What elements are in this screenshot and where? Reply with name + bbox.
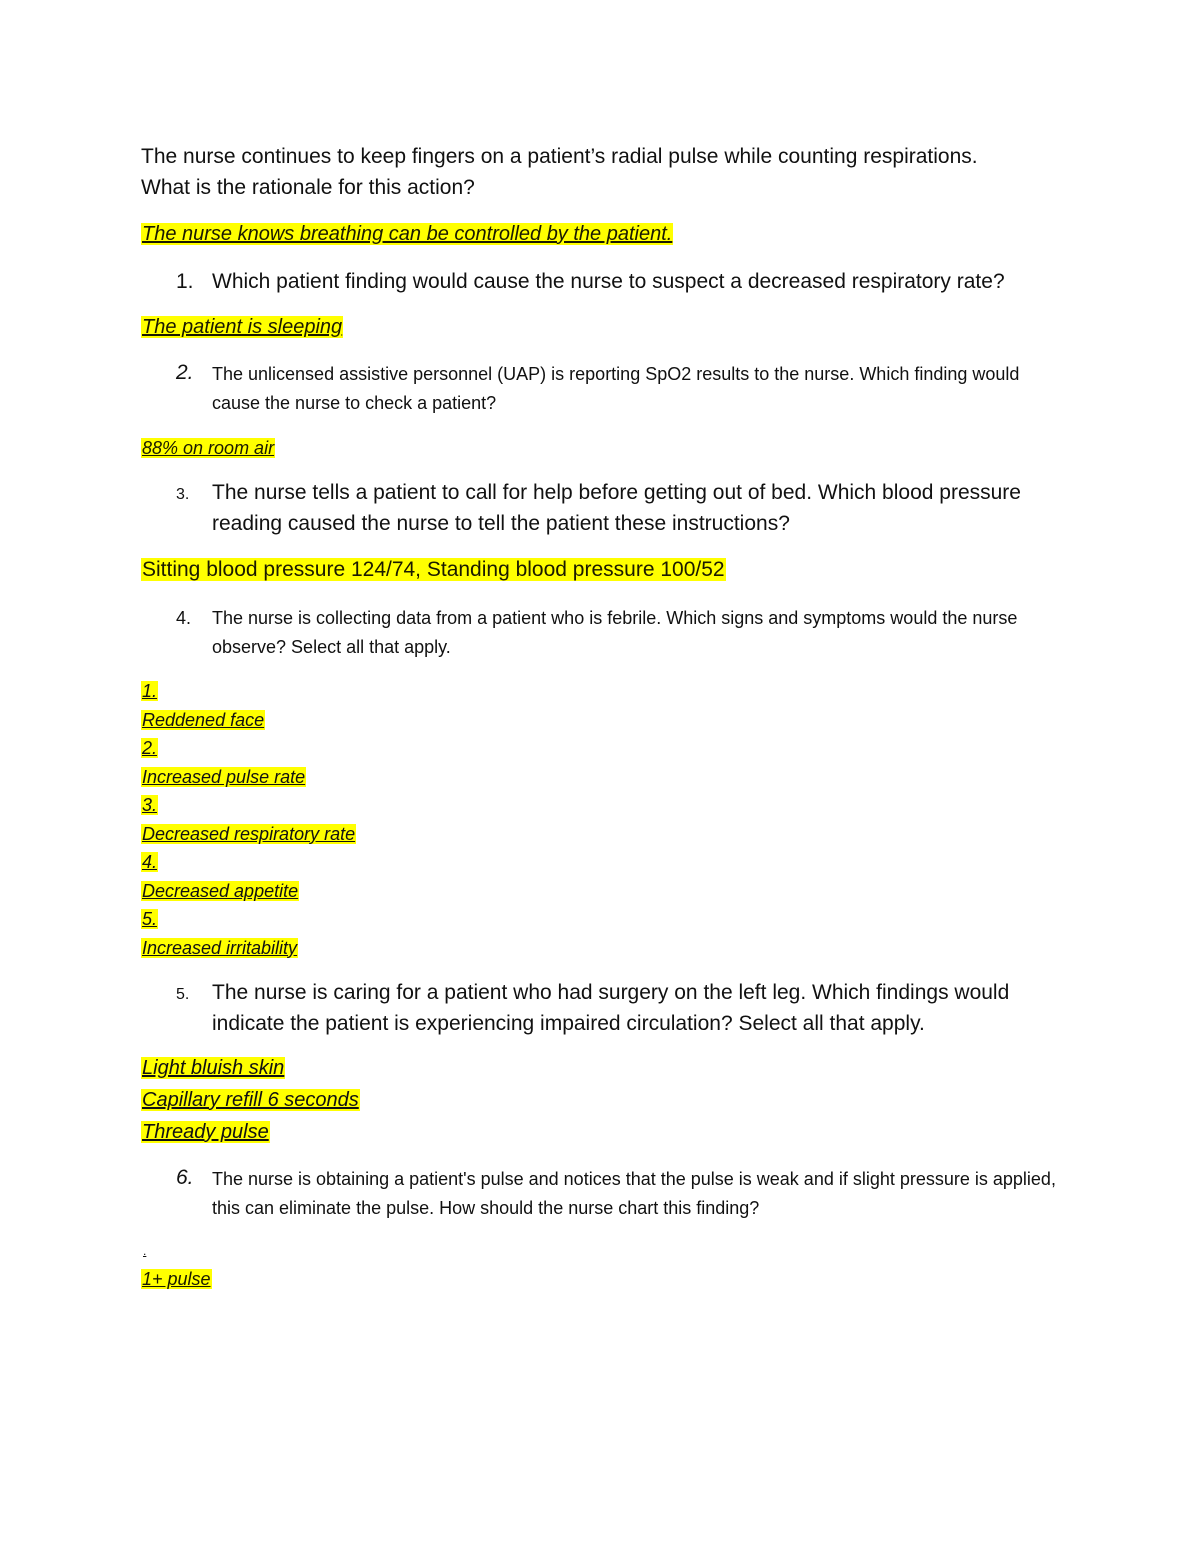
- answer-1: The patient is sleeping: [142, 316, 343, 338]
- question-number: 6.: [176, 1166, 194, 1189]
- answer-4-item: 4.: [142, 852, 158, 872]
- question-2: [176, 360, 1056, 418]
- question-text: The nurse is collecting data from a patient who is febrile. Which signs and symptoms would the nurse observe? Select all that apply.: [212, 608, 1018, 657]
- answer-5-item: Thready pulse: [142, 1121, 269, 1143]
- intro-answer: The nurse knows breathing can be controlled by the patient.: [142, 223, 673, 245]
- answer-5-item: Capillary refill 6 seconds: [142, 1089, 359, 1111]
- answer-4-item: 3.: [142, 795, 158, 815]
- answer-3: Sitting blood pressure 124/74, Standing blood pressure 100/52: [142, 558, 725, 581]
- question-number: 2.: [176, 361, 194, 384]
- answer-3-row: [141, 555, 1071, 585]
- answer-6-row: [141, 1266, 1071, 1292]
- answer-4-item: Increased irritability: [142, 937, 298, 958]
- question-5: [176, 977, 1056, 1039]
- question-text: The nurse is obtaining a patient's pulse and notices that the pulse is weak and if slight pressure is applied, this can eliminate the pulse. How should the nurse chart this finding?: [212, 1169, 1056, 1218]
- question-4: [176, 604, 1056, 662]
- answer-6: 1+ pulse: [142, 1269, 211, 1289]
- answer-4-item: 5.: [142, 909, 158, 929]
- answer-2-row: [141, 435, 1071, 461]
- question-text: The nurse is caring for a patient who had surgery on the left leg. Which findings would indicate the patient is experiencing impaired circulation? Select all that apply.: [212, 981, 1010, 1035]
- answer-4-item: 2.: [142, 738, 158, 758]
- intro-line-1: The nurse continues to keep fingers on a patient’s radial pulse while counting respirations.: [141, 145, 978, 168]
- answer-6-marker: .: [143, 1244, 147, 1258]
- question-number: 5.: [176, 986, 190, 1003]
- answer-2: 88% on room air: [142, 438, 275, 458]
- answer-4-list: [141, 677, 356, 962]
- answer-5-list: [141, 1052, 360, 1148]
- intro-line-2: What is the rationale for this action?: [141, 176, 475, 199]
- answer-4-item: 1.: [142, 681, 158, 701]
- answer-4-item: Reddened face: [142, 709, 265, 730]
- question-6: [176, 1165, 1056, 1223]
- question-1: [176, 266, 1056, 297]
- intro-answer-row: [141, 220, 1071, 248]
- question-number: 4.: [176, 608, 192, 628]
- answer-4-item: Increased pulse rate: [142, 766, 306, 787]
- question-number: 3.: [176, 486, 190, 503]
- answer-1-row: [141, 313, 1071, 341]
- question-3: [176, 477, 1056, 539]
- answer-4-item: Decreased respiratory rate: [142, 823, 356, 844]
- question-text: The unlicensed assistive personnel (UAP) is reporting SpO2 results to the nurse. Which finding would cause the nurse to check a patient?: [212, 364, 1020, 413]
- question-number: 1.: [176, 270, 194, 293]
- intro-question: [141, 141, 1071, 203]
- answer-4-item: Decreased appetite: [142, 880, 299, 901]
- answer-5-item: Light bluish skin: [142, 1057, 285, 1079]
- question-text: Which patient finding would cause the nurse to suspect a decreased respiratory rate?: [212, 270, 1005, 293]
- question-text: The nurse tells a patient to call for help before getting out of bed. Which blood pressure reading caused the nurse to tell the patient these instructions?: [212, 481, 1021, 535]
